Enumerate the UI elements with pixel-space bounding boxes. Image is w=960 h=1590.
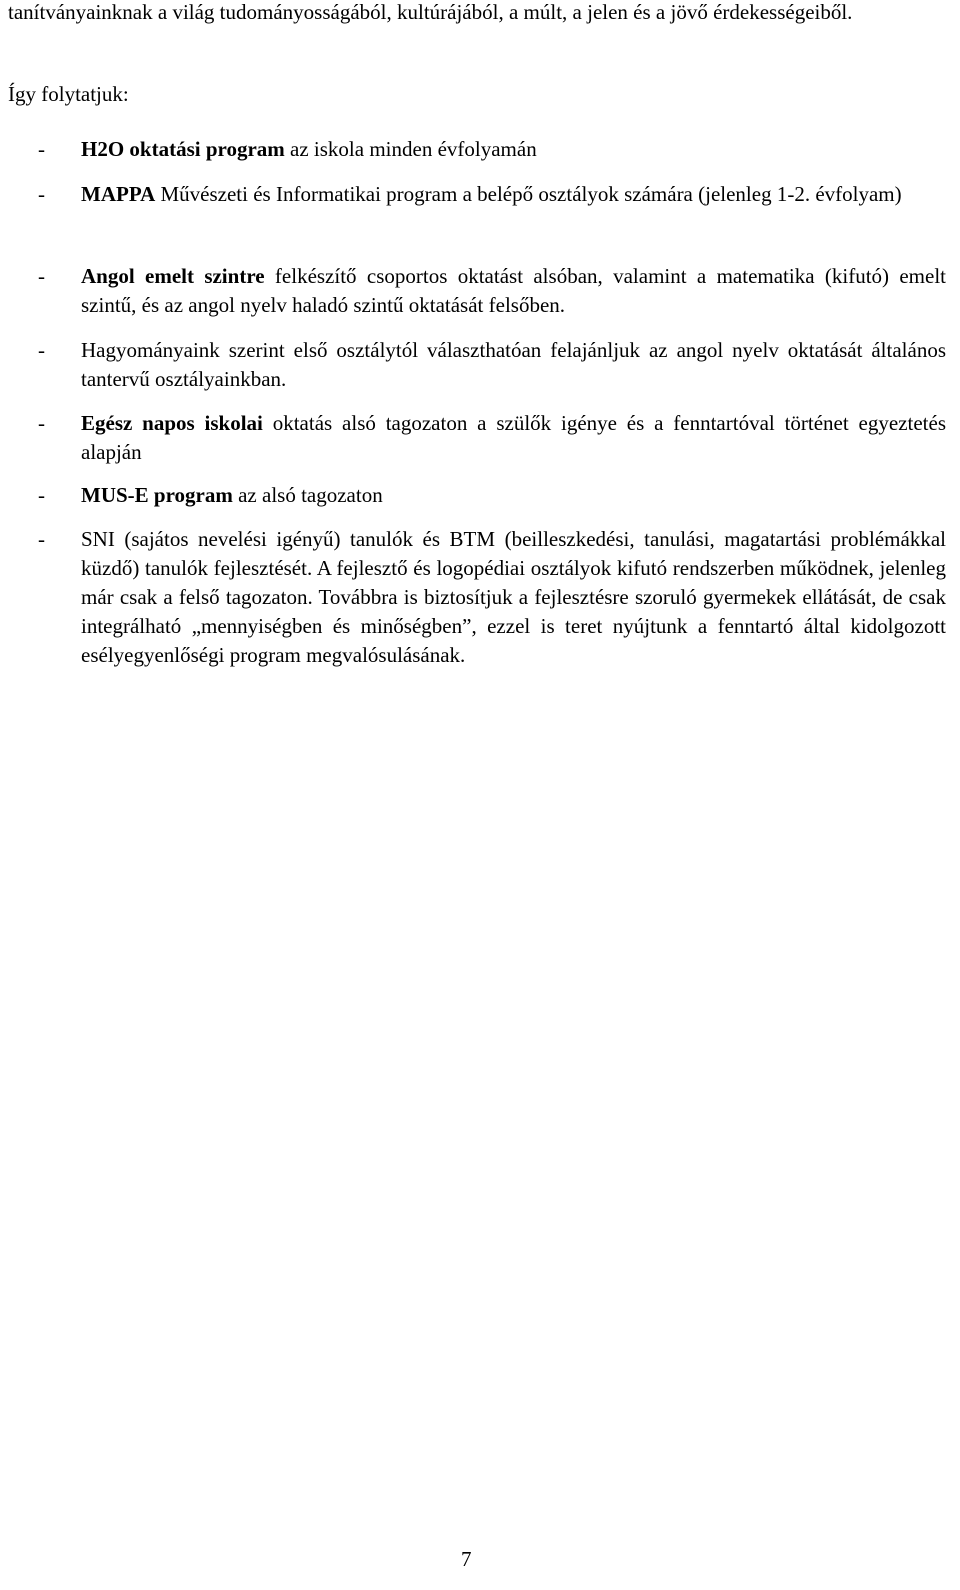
list-item-text: Hagyományaink szerint első osztálytól választhatóan felajánljuk az angol nyelv oktatását általános tantervű osztályainkban. bbox=[81, 338, 946, 391]
list-item-bold: H2O oktatási program bbox=[81, 137, 285, 161]
list-item bbox=[8, 525, 946, 670]
list-item-text: oktatás alsó tagozaton a szülők igénye és a fenntartóval történet egyeztetés alapján bbox=[81, 411, 946, 464]
list-dash: - bbox=[38, 527, 45, 551]
intro-paragraph: tanítványainknak a világ tudományosságából, kultúrájából, a múlt, a jelen és a jövő érdekességeiből. bbox=[8, 0, 853, 24]
list-item-bold: MUS-E program bbox=[81, 483, 233, 507]
list-item bbox=[8, 481, 946, 510]
list-item-bold: MAPPA bbox=[81, 182, 156, 206]
list-dash: - bbox=[38, 182, 45, 206]
list-item bbox=[8, 180, 946, 209]
list-item-text: az alsó tagozaton bbox=[232, 483, 383, 507]
list-dash: - bbox=[38, 411, 45, 435]
list-item-text: SNI (sajátos nevelési igényű) tanulók és BTM (beilleszkedési, tanulási, magatartási problémákkal küzdő) tanulók fejlesztését. A fejlesztő és logopédiai osztályok kifutó rendszerben működnek, jelenleg már csak a felső tagozaton. Továbbra is biztosítjuk a fejlesztésre szoruló gyermekek ellátását, de csak integrálható „mennyiségben és minőségben”, ezzel is teret nyújtunk a fenntartó által kidolgozott esélyegyenlőségi program megvalósulásának. bbox=[81, 527, 946, 667]
list-item-bold: Angol emelt szintre bbox=[81, 264, 265, 288]
list-item bbox=[8, 135, 946, 164]
list-dash: - bbox=[38, 483, 45, 507]
list-item bbox=[8, 262, 946, 320]
list-item-text: felkészítő csoportos oktatást alsóban, valamint a matematika (kifutó) emelt szintű, és az angol nyelv haladó szintű oktatását felsőben. bbox=[81, 264, 946, 317]
list-dash: - bbox=[38, 264, 45, 288]
list-item bbox=[8, 336, 946, 394]
list-item bbox=[8, 409, 946, 467]
list-dash: - bbox=[38, 137, 45, 161]
list-item-text: az iskola minden évfolyamán bbox=[284, 137, 537, 161]
lead-paragraph: Így folytatjuk: bbox=[8, 82, 129, 106]
list-dash: - bbox=[38, 338, 45, 362]
list-item-text: Művészeti és Informatikai program a belépő osztályok számára (jelenleg 1-2. évfolyam) bbox=[155, 182, 902, 206]
list-item-bold: Egész napos iskolai bbox=[81, 411, 263, 435]
page-number: 7 bbox=[461, 1547, 472, 1571]
